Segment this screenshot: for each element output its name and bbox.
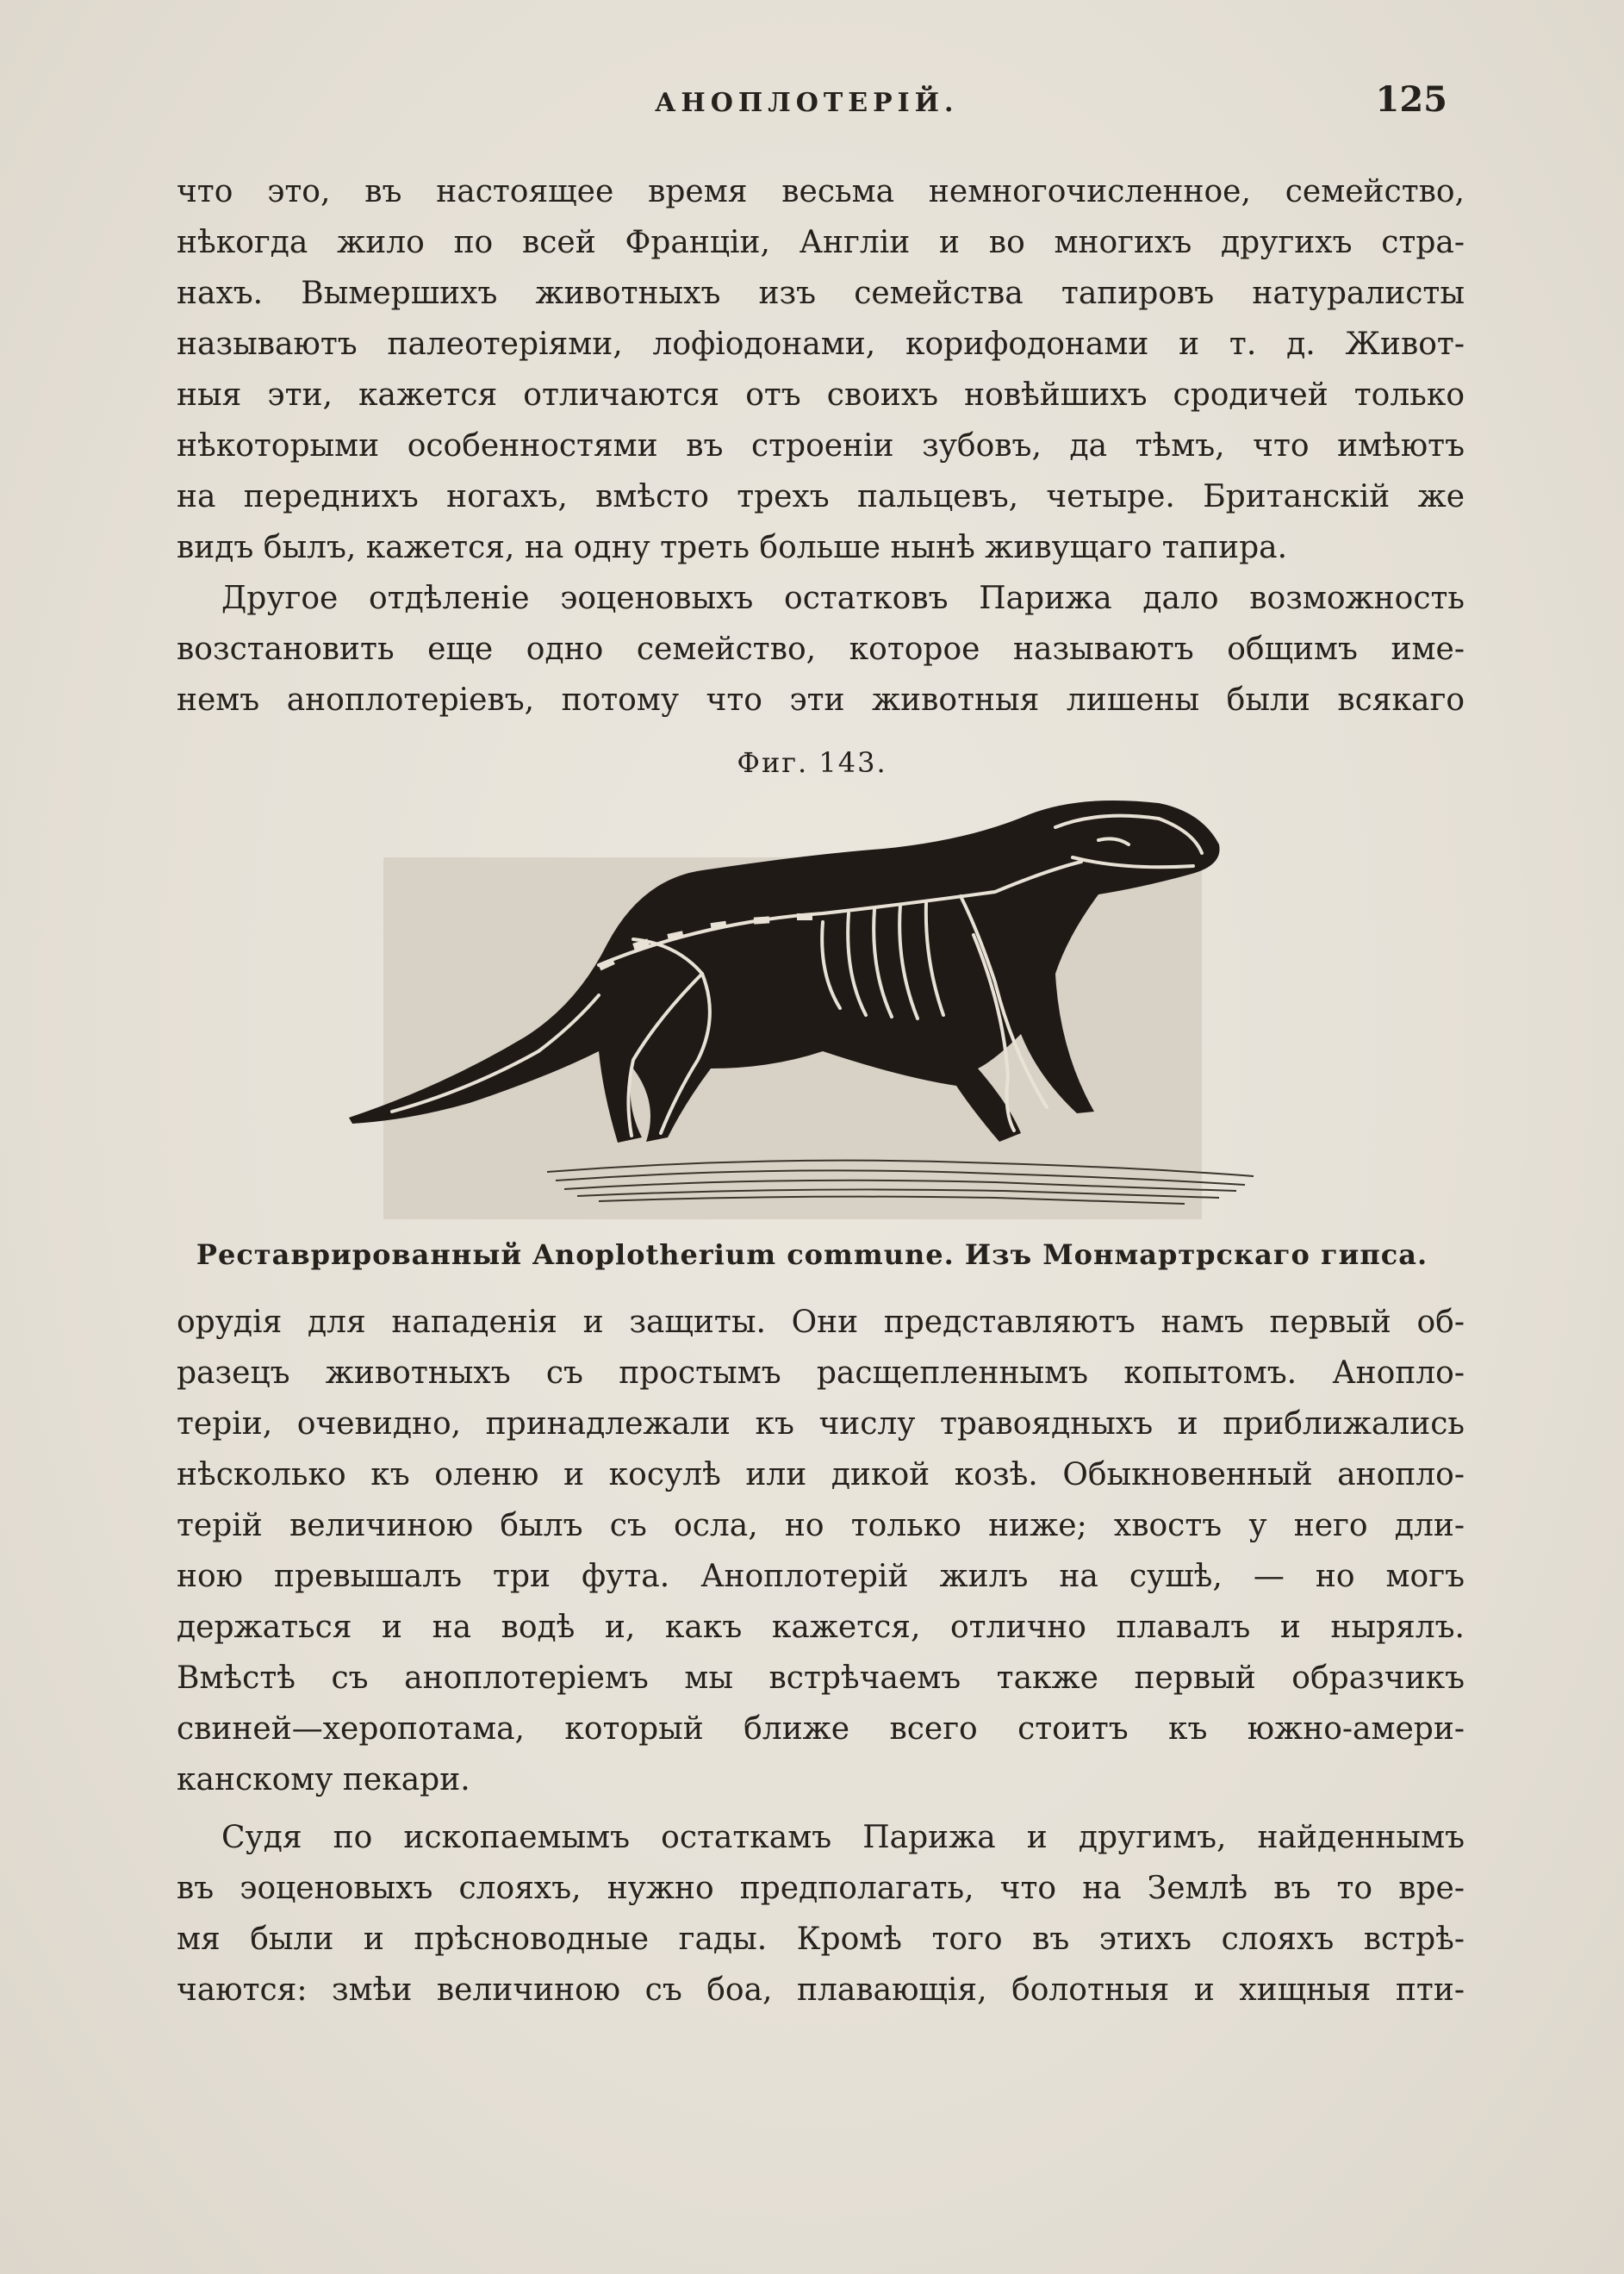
text-line: нахъ. Вымершихъ животныхъ изъ семейства тапировъ натуралисты <box>177 276 1465 311</box>
text-block-top <box>177 166 1465 726</box>
figure-label: Фиг. 143. <box>737 746 887 779</box>
text-line: свиней—херопотама, который ближе всего стоитъ къ южно-амери- <box>177 1711 1465 1747</box>
text-line: нѣсколько къ оленю и косулѣ или дикой козѣ. Обыкновенный анопло- <box>177 1457 1465 1492</box>
text-line: что это, въ настоящее время весьма немногочисленное, семейство, <box>177 174 1465 209</box>
running-title: АНОПЛОТЕРІЙ. <box>655 88 959 118</box>
figure-illustration <box>340 793 1279 1228</box>
text-line: Другое отдѣленіе эоценовыхъ остатковъ Парижа дало возможность <box>221 581 1465 616</box>
text-line: теріи, очевидно, принадлежали къ числу травоядныхъ и приближались <box>177 1406 1465 1442</box>
text-line: канскому пекари. <box>177 1762 470 1797</box>
text-line: ныя эти, кажется отличаются отъ своихъ новѣйшихъ сродичей только <box>177 377 1465 413</box>
page-header <box>172 79 1447 131</box>
text-line: нѣкоторыми особенностями въ строеніи зубовъ, да тѣмъ, что имѣютъ <box>177 428 1465 464</box>
anoplotherium-skeleton-illustration <box>340 793 1279 1228</box>
text-line: держаться и на водѣ и, какъ кажется, отлично плавалъ и нырялъ. <box>177 1610 1465 1645</box>
text-line: мя были и прѣсноводные гады. Кромѣ того въ этихъ слояхъ встрѣ- <box>177 1922 1465 1957</box>
text-line: чаются: змѣи величиною съ боа, плавающія, болотныя и хищныя пти- <box>177 1972 1465 2008</box>
text-line: въ эоценовыхъ слояхъ, нужно предполагать, что на Землѣ въ то вре- <box>177 1871 1465 1906</box>
figure-caption: Реставрированный Anoplotherium commune. Изъ Монмартрскаго гипса. <box>196 1238 1428 1271</box>
text-line: на переднихъ ногахъ, вмѣсто трехъ пальцевъ, четыре. Британскій же <box>177 479 1465 514</box>
text-line: называютъ палеотеріями, лофіодонами, корифодонами и т. д. Живот- <box>177 327 1465 362</box>
text-line: Судя по ископаемымъ остаткамъ Парижа и другимъ, найденнымъ <box>221 1820 1465 1855</box>
text-block-bottom <box>177 1297 1465 2015</box>
text-line: терій величиною былъ съ осла, но только ниже; хвостъ у него дли- <box>177 1508 1465 1543</box>
text-line: орудія для нападенія и защиты. Они представляютъ намъ первый об- <box>177 1305 1465 1340</box>
text-line: нѣкогда жило по всей Франціи, Англіи и во многихъ другихъ стра- <box>177 225 1465 260</box>
text-line: немъ аноплотеріевъ, потому что эти животныя лишены были всякаго <box>177 682 1465 718</box>
text-line: Вмѣстѣ съ аноплотеріемъ мы встрѣчаемъ также первый образчикъ <box>177 1660 1465 1696</box>
text-line: ною превышалъ три фута. Аноплотерій жилъ на сушѣ, — но могъ <box>177 1559 1465 1594</box>
text-line: возстановить еще одно семейство, которое называютъ общимъ име- <box>177 632 1465 667</box>
page-number: 125 <box>1375 79 1447 120</box>
text-line: разецъ животныхъ съ простымъ расщепленнымъ копытомъ. Анопло- <box>177 1355 1465 1391</box>
text-line: видъ былъ, кажется, на одну треть больше нынѣ живущаго тапира. <box>177 530 1288 565</box>
